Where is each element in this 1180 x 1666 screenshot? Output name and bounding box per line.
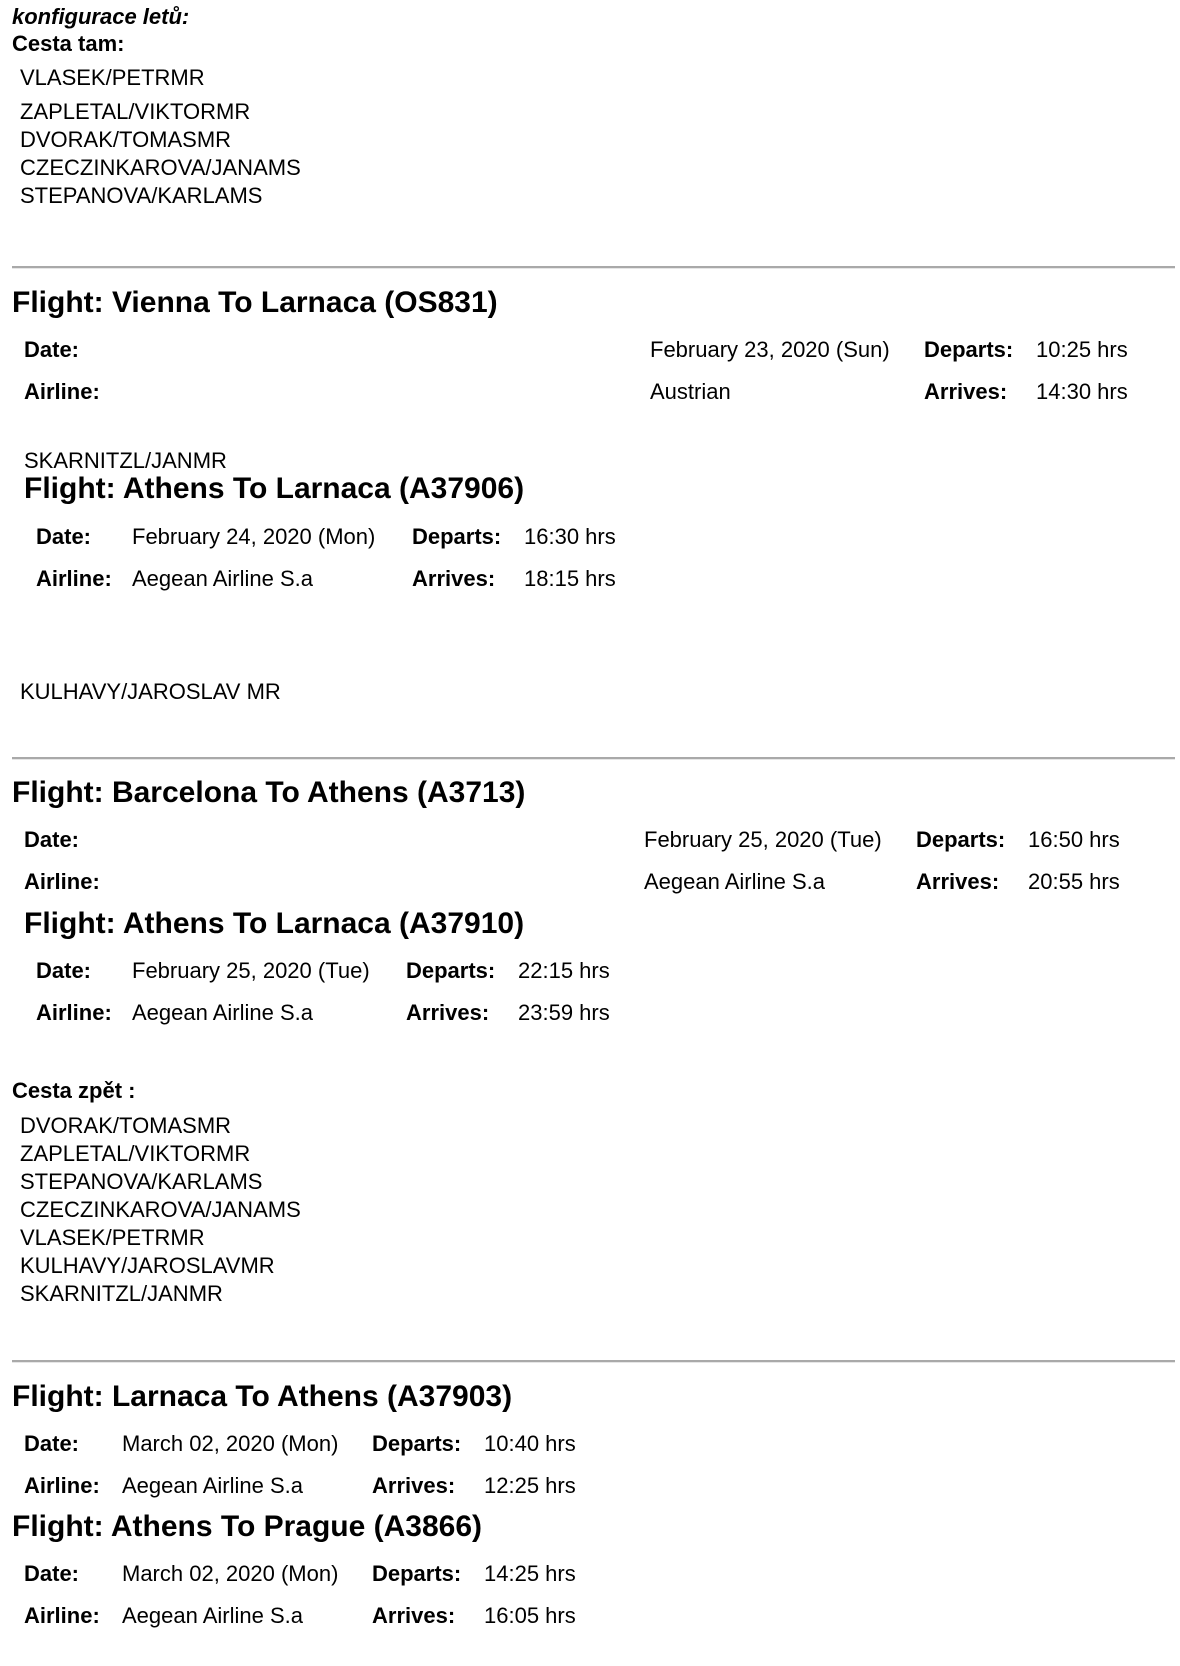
passenger-name: KULHAVY/JAROSLAV MR	[20, 679, 281, 704]
departs-label: Departs:	[406, 958, 496, 983]
date-label: Date:	[24, 827, 80, 852]
departs-time: 14:25 hrs	[484, 1561, 576, 1586]
arrives-label: Arrives:	[412, 566, 496, 591]
departs-time: 16:30 hrs	[524, 524, 616, 549]
passenger-name: DVORAK/TOMASMR	[20, 1113, 232, 1138]
arrives-time: 14:30 hrs	[1036, 379, 1128, 404]
passenger-name: VLASEK/PETRMR	[20, 65, 205, 90]
date-label: Date:	[24, 337, 80, 362]
flight-date: February 25, 2020 (Tue)	[644, 827, 882, 852]
flight-title: Flight: Athens To Larnaca (A37906)	[24, 472, 525, 505]
outbound-heading: Cesta tam:	[12, 31, 125, 56]
airline-name: Aegean Airline S.a	[122, 1603, 304, 1628]
departs-label: Departs:	[372, 1561, 462, 1586]
flight-title: Flight: Barcelona To Athens (A3713)	[12, 776, 526, 809]
airline-name: Aegean Airline S.a	[122, 1473, 304, 1498]
flight-date: February 25, 2020 (Tue)	[132, 958, 370, 983]
airline-name: Aegean Airline S.a	[644, 869, 826, 894]
passenger-name: CZECZINKAROVA/JANAMS	[20, 1197, 301, 1222]
flight-title: Flight: Athens To Prague (A3866)	[12, 1510, 483, 1543]
departs-label: Departs:	[924, 337, 1014, 362]
departs-time: 16:50 hrs	[1028, 827, 1120, 852]
arrives-label: Arrives:	[372, 1603, 456, 1628]
departs-time: 22:15 hrs	[518, 958, 610, 983]
airline-label: Airline:	[36, 1000, 112, 1025]
departs-label: Departs:	[412, 524, 502, 549]
section-divider	[12, 757, 1175, 760]
airline-label: Airline:	[24, 869, 100, 894]
flight-title: Flight: Vienna To Larnaca (OS831)	[12, 286, 498, 319]
date-label: Date:	[24, 1431, 80, 1456]
arrives-time: 18:15 hrs	[524, 566, 616, 591]
airline-label: Airline:	[24, 1473, 100, 1498]
return-heading: Cesta zpět :	[12, 1078, 136, 1103]
flight-date: February 24, 2020 (Mon)	[132, 524, 376, 549]
airline-name: Austrian	[650, 379, 731, 404]
arrives-label: Arrives:	[924, 379, 1008, 404]
departs-label: Departs:	[916, 827, 1006, 852]
config-heading: konfigurace letů:	[12, 4, 190, 29]
section-divider	[12, 1360, 1175, 1363]
flight-date: March 02, 2020 (Mon)	[122, 1431, 339, 1456]
passenger-name: STEPANOVA/KARLAMS	[20, 183, 263, 208]
airline-label: Airline:	[24, 1603, 100, 1628]
passenger-name: STEPANOVA/KARLAMS	[20, 1169, 263, 1194]
passenger-name: ZAPLETAL/VIKTORMR	[20, 99, 251, 124]
airline-name: Aegean Airline S.a	[132, 566, 314, 591]
airline-label: Airline:	[36, 566, 112, 591]
flight-title: Flight: Athens To Larnaca (A37910)	[24, 907, 525, 940]
arrives-time: 20:55 hrs	[1028, 869, 1120, 894]
passenger-name: VLASEK/PETRMR	[20, 1225, 205, 1250]
departs-label: Departs:	[372, 1431, 462, 1456]
flight-date: March 02, 2020 (Mon)	[122, 1561, 339, 1586]
flight-title: Flight: Larnaca To Athens (A37903)	[12, 1380, 513, 1413]
passenger-name: SKARNITZL/JANMR	[24, 448, 227, 473]
arrives-time: 12:25 hrs	[484, 1473, 576, 1498]
airline-label: Airline:	[24, 379, 100, 404]
departs-time: 10:40 hrs	[484, 1431, 576, 1456]
passenger-list-return	[20, 1112, 301, 1308]
arrives-label: Arrives:	[916, 869, 1000, 894]
flight-date: February 23, 2020 (Sun)	[650, 337, 890, 362]
arrives-time: 16:05 hrs	[484, 1603, 576, 1628]
passenger-list-outbound-1	[20, 98, 301, 210]
arrives-label: Arrives:	[372, 1473, 456, 1498]
departs-time: 10:25 hrs	[1036, 337, 1128, 362]
date-label: Date:	[24, 1561, 80, 1586]
airline-name: Aegean Airline S.a	[132, 1000, 314, 1025]
date-label: Date:	[36, 524, 92, 549]
passenger-name: ZAPLETAL/VIKTORMR	[20, 1141, 251, 1166]
date-label: Date:	[36, 958, 92, 983]
arrives-label: Arrives:	[406, 1000, 490, 1025]
arrives-time: 23:59 hrs	[518, 1000, 610, 1025]
passenger-name: KULHAVY/JAROSLAVMR	[20, 1253, 275, 1278]
passenger-name: CZECZINKAROVA/JANAMS	[20, 155, 301, 180]
section-divider	[12, 266, 1175, 269]
passenger-name: SKARNITZL/JANMR	[20, 1281, 223, 1306]
passenger-name: DVORAK/TOMASMR	[20, 127, 232, 152]
